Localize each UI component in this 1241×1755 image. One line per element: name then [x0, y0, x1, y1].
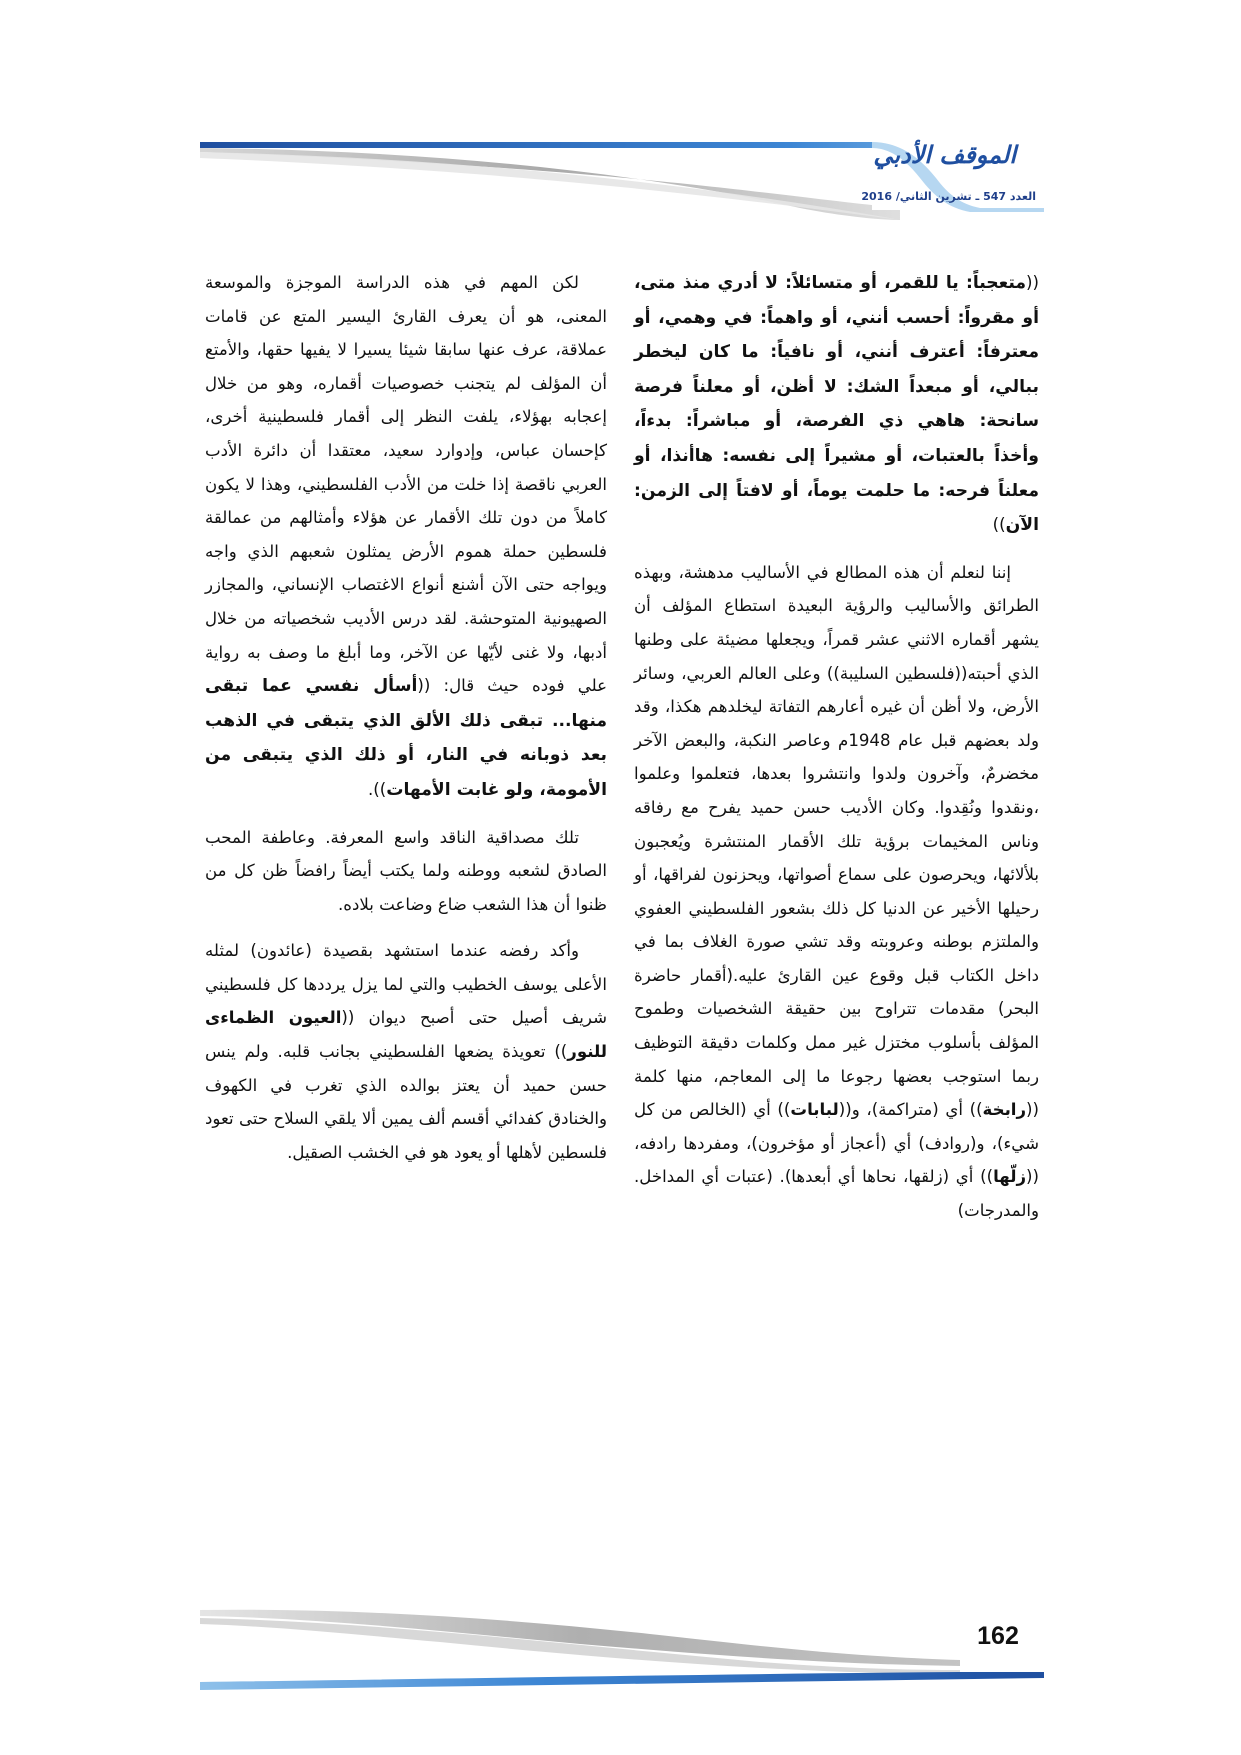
left-column	[205, 266, 607, 1169]
magazine-logo: الموقف الأدبي	[873, 140, 1016, 169]
issue-info: العدد 547 ـ تشرين الثاني/ 2016	[861, 190, 1036, 203]
left-p1-text-2: )).	[367, 779, 387, 799]
footer-light-swoosh	[200, 1618, 960, 1674]
left-p3-text-1: وأكد رفضه عندما استشهد بقصيدة (عائدون) لمثله الأعلى يوسف الخطيب والتي لما يزل يرددها كل فلسطيني شريف أصيل حتى أصبح ديوان ((	[205, 941, 607, 1028]
footer-gray-swoosh	[200, 1610, 960, 1666]
right-paragraph-quote	[634, 266, 1039, 543]
right-body-text-2: )) أي (متراكمة)، و((	[838, 1100, 983, 1120]
right-paragraph-body	[634, 556, 1039, 1228]
right-body-text-3: )) أي (الخالص من كل شيء)، و(روادف) أي (أعجاز أو مؤخرون)، ومفردها رادفه، ((	[634, 1100, 1039, 1187]
left-paragraph-2: تلك مصداقية الناقد واسع المعرفة. وعاطفة المحب الصادق لشعبه ووطنه ولما يكتب أيضاً رافضاً ظن كل من ظنوا أن هذا الشعب ضاع وضاعت بلاده.	[205, 827, 607, 914]
right-body-text-1: إننا لنعلم أن هذه المطالع في الأساليب مدهشة، وبهذه الطرائق والأساليب والرؤية البعيدة استطاع المؤلف أن يشهر أقماره الاثني عشر قمراً، ويجعلها مضيئة على وطنها الذي أحبته((فلسطين السليبة)) وعلى العالم العربي، وسائر الأرض، ولا أظن أن غيره أعارهم التفاتة ليخلدهم هكذا، وقد ولد بعضهم قبل عام 1948م وعاصر النكبة، والبعض الآخر مخضرمٌ، وآخرون ولدوا وانتشروا بعدها، فتعلموا وعلموا ،ونقدوا ونُقِدوا. وكان الأديب حسن حميد يفرح مع رفاقه وناس المخيمات برؤية تلك الأقمار المنتشرة ويُعجبون بلألائها، ويحرصون على سماع أصواتها، ويحزنون لفراقها، أو رحيلها الأخير عن الدنيا كل ذلك بشعور الفلسطيني العفوي والملتزم بوطنه وعروبته وقد تشي صورة الغلاف بما في داخل الكتاب قبل وقوع عين القارئ عليه.(أقمار حاضرة البحر) مقدمات تتراوح بين حقيقة الشخصيات وطموح المؤلف بأسلوب مختزل غير ممل وكلمات دقيقة التوظيف ربما استوجب بعضها رجوعا ما إلى المعاجم، منها كلمة ((	[634, 562, 1039, 1120]
left-p3-bold-title: العيون الظماءى للنور	[205, 1008, 607, 1062]
left-p3-text-2: )) تعويذة يضعها الفلسطيني بجانب قلبه. ولم ينس حسن حميد أن يعتز بوالده الذي تغرب في الكهوف والخنادق كفدائي أقسم ألف يمين ألا يلقي السلاح حتى تعود فلسطين لأهلها أو يعود هو في الخشب الصقيل.	[205, 1042, 607, 1162]
left-paragraph-3	[205, 934, 607, 1169]
masthead	[861, 140, 1042, 210]
page-number: 162	[977, 1622, 1019, 1650]
header-light-swoosh	[200, 152, 900, 220]
footer-blue-stroke	[200, 1672, 1044, 1690]
footer-banner	[200, 1604, 1044, 1694]
quoted-openings-text: متعجباً: يا للقمر، أو متسائلاً: لا أدري منذ متى، أو مقرواً: أحسب أنني، أو واهماً: في وهمي، أو معترفاً: أعترف أنني، أو نافياً: ما كان ليخطر ببالي، أو مبعداً الشك: لا أظن، أو معلناً فرصة سانحة: هاهي ذي الفرصة، أو مباشراً: بدءاً، وأخذاً بالعتبات، أو مشيراً إلى نفسه: هاأنذا، أو معلناً فرحه: ما حلمت يوماً، أو لافتاً إلى الزمن: الآن	[634, 273, 1039, 536]
quote-close-mark: ))	[992, 515, 1006, 535]
bold-word-1: رابخة	[982, 1100, 1027, 1120]
bold-word-3: زلّها	[993, 1167, 1027, 1187]
right-column	[634, 266, 1039, 1228]
left-p1-text-1: لكن المهم في هذه الدراسة الموجزة والموسعة المعنى، هو أن يعرف القارئ اليسير المتع عن قامات عملاقة، عرف عنها سابقا شيئا يسيرا لا يفيها حقها، والأمتع أن المؤلف لم يتجنب خصوصيات أقماره، وهو من خلال إعجابه بهؤلاء، يلفت النظر إلى أقمار فلسطينية أخرى، كإحسان عباس، وإدوارد سعيد، معتقدا أن دائرة الأدب العربي ناقصة إذا خلت من الأدب الفلسطيني، وهذا لا يكون كاملاً من دون تلك الأقمار عن هؤلاء وأمثالهم من عمالقة فلسطين حملة هموم الأرض يمثلون شعبهم الذي واجه ويواجه حتى الآن أشنع أنواع الاغتصاب الإنساني، والمجازر الصهيونية المتوحشة. لقد درس الأديب شخصياته من خلال أدبها، ولا غنى لأيّها عن الآخر، وما أبلغ ما وصف به رواية علي فوده حيث قال: ((	[205, 273, 607, 696]
right-body-text-4: )) أي (زلقها، نحاها أي أبعدها). (عتبات أي المداخل. والمدرجات)	[634, 1167, 1039, 1221]
bold-word-2: لبابات	[790, 1100, 839, 1120]
quote-open-mark: ((	[1026, 273, 1039, 292]
left-p1-bold-quote: أسأل نفسي عما تبقى منها... تبقى ذلك الألق الذي يتبقى في الذهب بعد ذوبانه في النار، أو ذلك الذي يتبقى من الأمومة، ولو غابت الأمهات	[205, 676, 607, 800]
left-paragraph-1	[205, 266, 607, 808]
